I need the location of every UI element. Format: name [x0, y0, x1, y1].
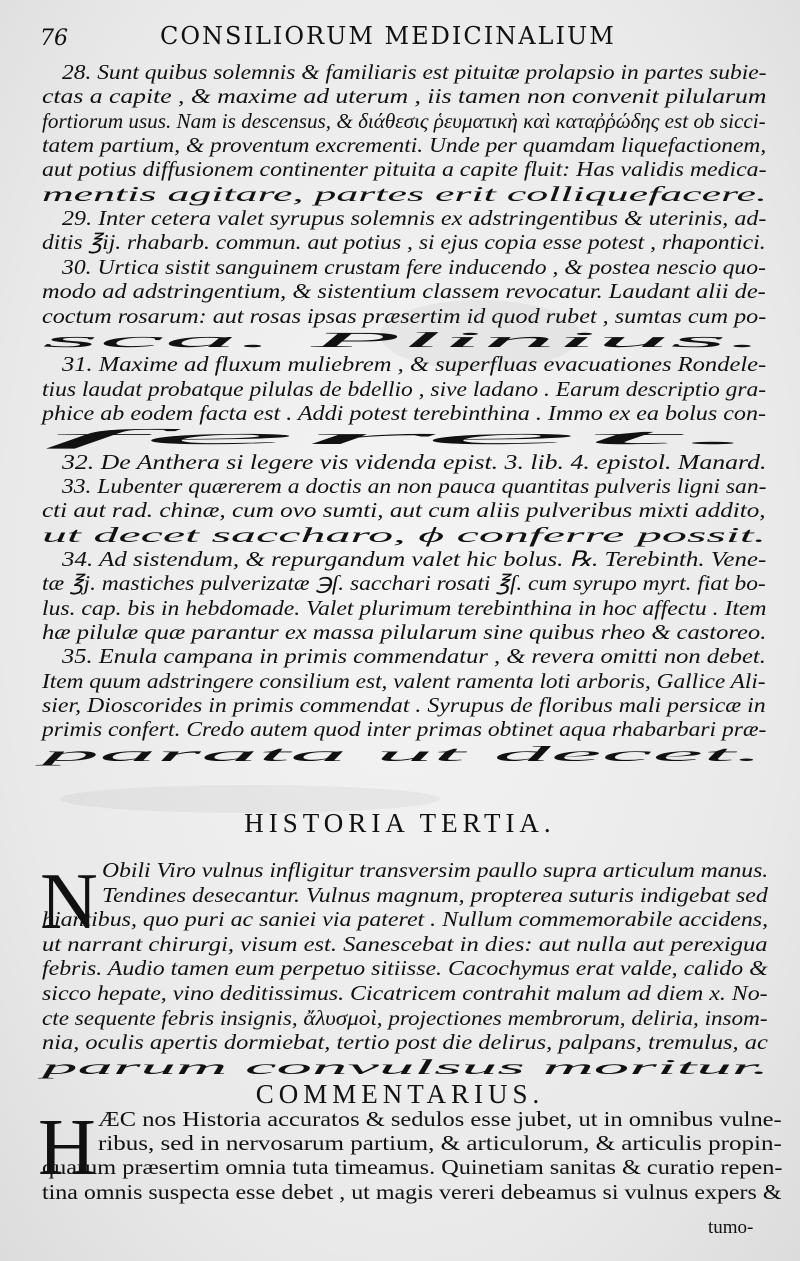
text-line: 28. Sunt quibus solemnis & familiaris est pituitæ prolapsio in partes subie-: [62, 60, 767, 84]
text-line: tatem partium, & proventum excrementi. Unde per quamdam liquefactionem,: [42, 133, 767, 158]
text-line: ÆC nos Historia accuratos & sedulos esse jubet, ut in omnibus vulne-: [98, 1107, 782, 1131]
text-line: ut narrant chirurgi, visum est. Sanescebat in dies: aut nulla aut perexigua: [42, 931, 768, 956]
text-line: 35. Enula campana in primis commendatur , & revera omitti non debet.: [62, 644, 766, 669]
text-line: febris. Audio tamen eum perpetuo sitiisse. Cacochymus erat valde, calido &: [42, 956, 768, 981]
text-line: lus. cap. bis in hebdomade. Valet plurimum terebinthina in hoc affectu . Item: [42, 595, 767, 620]
text-line: Item quum adstringere consilium est, valent ramenta loti arboris, Gallice Ali-: [42, 668, 766, 693]
text-line: primis confert. Credo autem quod inter primas obtinet aqua rhabarbari præ-: [42, 717, 767, 742]
text-line: feret.: [42, 425, 766, 450]
text-line: fortiorum usus. Nam is descensus, & διάθεσις ῥευματικὴ καὶ καταῤῥώδης est ob sicci-: [42, 108, 766, 133]
text-line: ctas a capite , & maxime ad uterum , iis tamen non convenit pilularum: [42, 84, 767, 109]
text-line: 33. Lubenter quærerem a doctis an non pauca quantitas pulveris ligni san-: [62, 473, 767, 498]
running-title: CONSILIORUM MEDICINALIUM: [160, 22, 616, 50]
text-line: Obili Viro vulnus infligitur transversim paullo supra articulum manus.: [102, 858, 769, 882]
text-line: Tendines desecantur. Vulnus magnum, propterea suturis indigebat sed: [102, 882, 768, 907]
text-line: tina omnis suspecta esse debet , ut magis vereri debeamus si vulnus expers &: [42, 1179, 782, 1204]
historia-dropcap: N: [40, 858, 98, 946]
text-line: hæ pilulæ quæ parantur ex massa pilularum sine quibus rheo & castoreo.: [42, 620, 767, 645]
text-line: hiantibus, quo puri ac saniei via pateret . Nullum commemorabile accidens,: [42, 907, 769, 932]
text-line: modo ad adstringentium, & sistentium classem revocatur. Laudant alii de-: [42, 279, 766, 304]
commentarius-heading: COMMENTARIUS.: [255, 1079, 545, 1109]
running-header: [40, 22, 780, 52]
text-line: 31. Maxime ad fluxum muliebrem , & superfluas evacuationes Rondele-: [62, 352, 767, 377]
text-line: tæ ℥j. mastiches pulverizatæ ℈ſ. sacchari rosati ℥ſ. cum syrupo myrt. fiat bo-: [42, 571, 766, 596]
text-line: aut potius diffusionem continenter pituita a capite fluit: Has validis medica-: [42, 157, 767, 182]
text-line: sier, Dioscorides in primis commendat . Syrupus de floribus mali persicæ in: [42, 693, 766, 718]
text-line: quarum præsertim omnia tuta timeamus. Quinetiam sanitas & curatio repen-: [42, 1155, 783, 1180]
text-line: phice ab eodem facta est . Addi potest terebinthina . Immo ex ea bolus con-: [42, 400, 767, 425]
text-line: cte sequente febris insignis, ἄλυσμοὶ, projectiones membrorum, deliria, insom-: [42, 1005, 768, 1030]
text-line: mentis agitare, partes erit colliquefacere.: [42, 181, 767, 206]
text-line: 29. Inter cetera valet syrupus solemnis ex adstringentibus & uterinis, ad-: [62, 206, 767, 231]
text-line: 32. De Anthera si legere vis videnda epist. 3. lib. 4. epistol. Manard.: [62, 449, 767, 474]
page-number: 76: [40, 26, 68, 51]
text-line: 30. Urtica sistit sanguinem crustam fere inducendo , & postea nescio quo-: [62, 254, 766, 279]
text-line: sca. Plinius.: [42, 327, 765, 352]
text-line: parata ut decet.: [42, 741, 764, 766]
text-line: ribus, sed in nervosarum partium, & articulorum, & articulis propin-: [98, 1131, 782, 1156]
catchword: tumo-: [708, 1217, 754, 1238]
commentarius-dropcap: H: [38, 1104, 96, 1192]
text-line: tius laudat probatque pilulas de bdellio , sive ladano . Earum descriptio gra-: [42, 376, 767, 401]
text-line: sicco hepate, vino deditissimus. Cicatricem contrahit malum ad diem x. No-: [42, 981, 768, 1005]
text-line: coctum rosarum: aut rosas ipsas præsertim id quod rubet , sumtas cum po-: [42, 303, 767, 328]
historia-heading: HISTORIA TERTIA.: [244, 808, 556, 838]
text-line: 34. Ad sistendum, & repurgandum valet hic bolus. ℞. Terebinth. Vene-: [62, 547, 767, 571]
text-line: ditis ℥ij. rhabarb. commun. aut potius , si ejus copia esse potest , rhapontici.: [42, 230, 766, 255]
text-line: parum convulsus moritur.: [42, 1054, 770, 1079]
text-line: ut decet saccharo, ϕ conferre possit.: [42, 522, 767, 547]
text-line: cti aut rad. chinæ, cum ovo sumti, aut cum aliis pulveribus mixti addito,: [42, 498, 766, 523]
text-line: nia, oculis apertis dormiebat, tertio post die delirus, palpans, tremulus, ac: [42, 1030, 768, 1055]
